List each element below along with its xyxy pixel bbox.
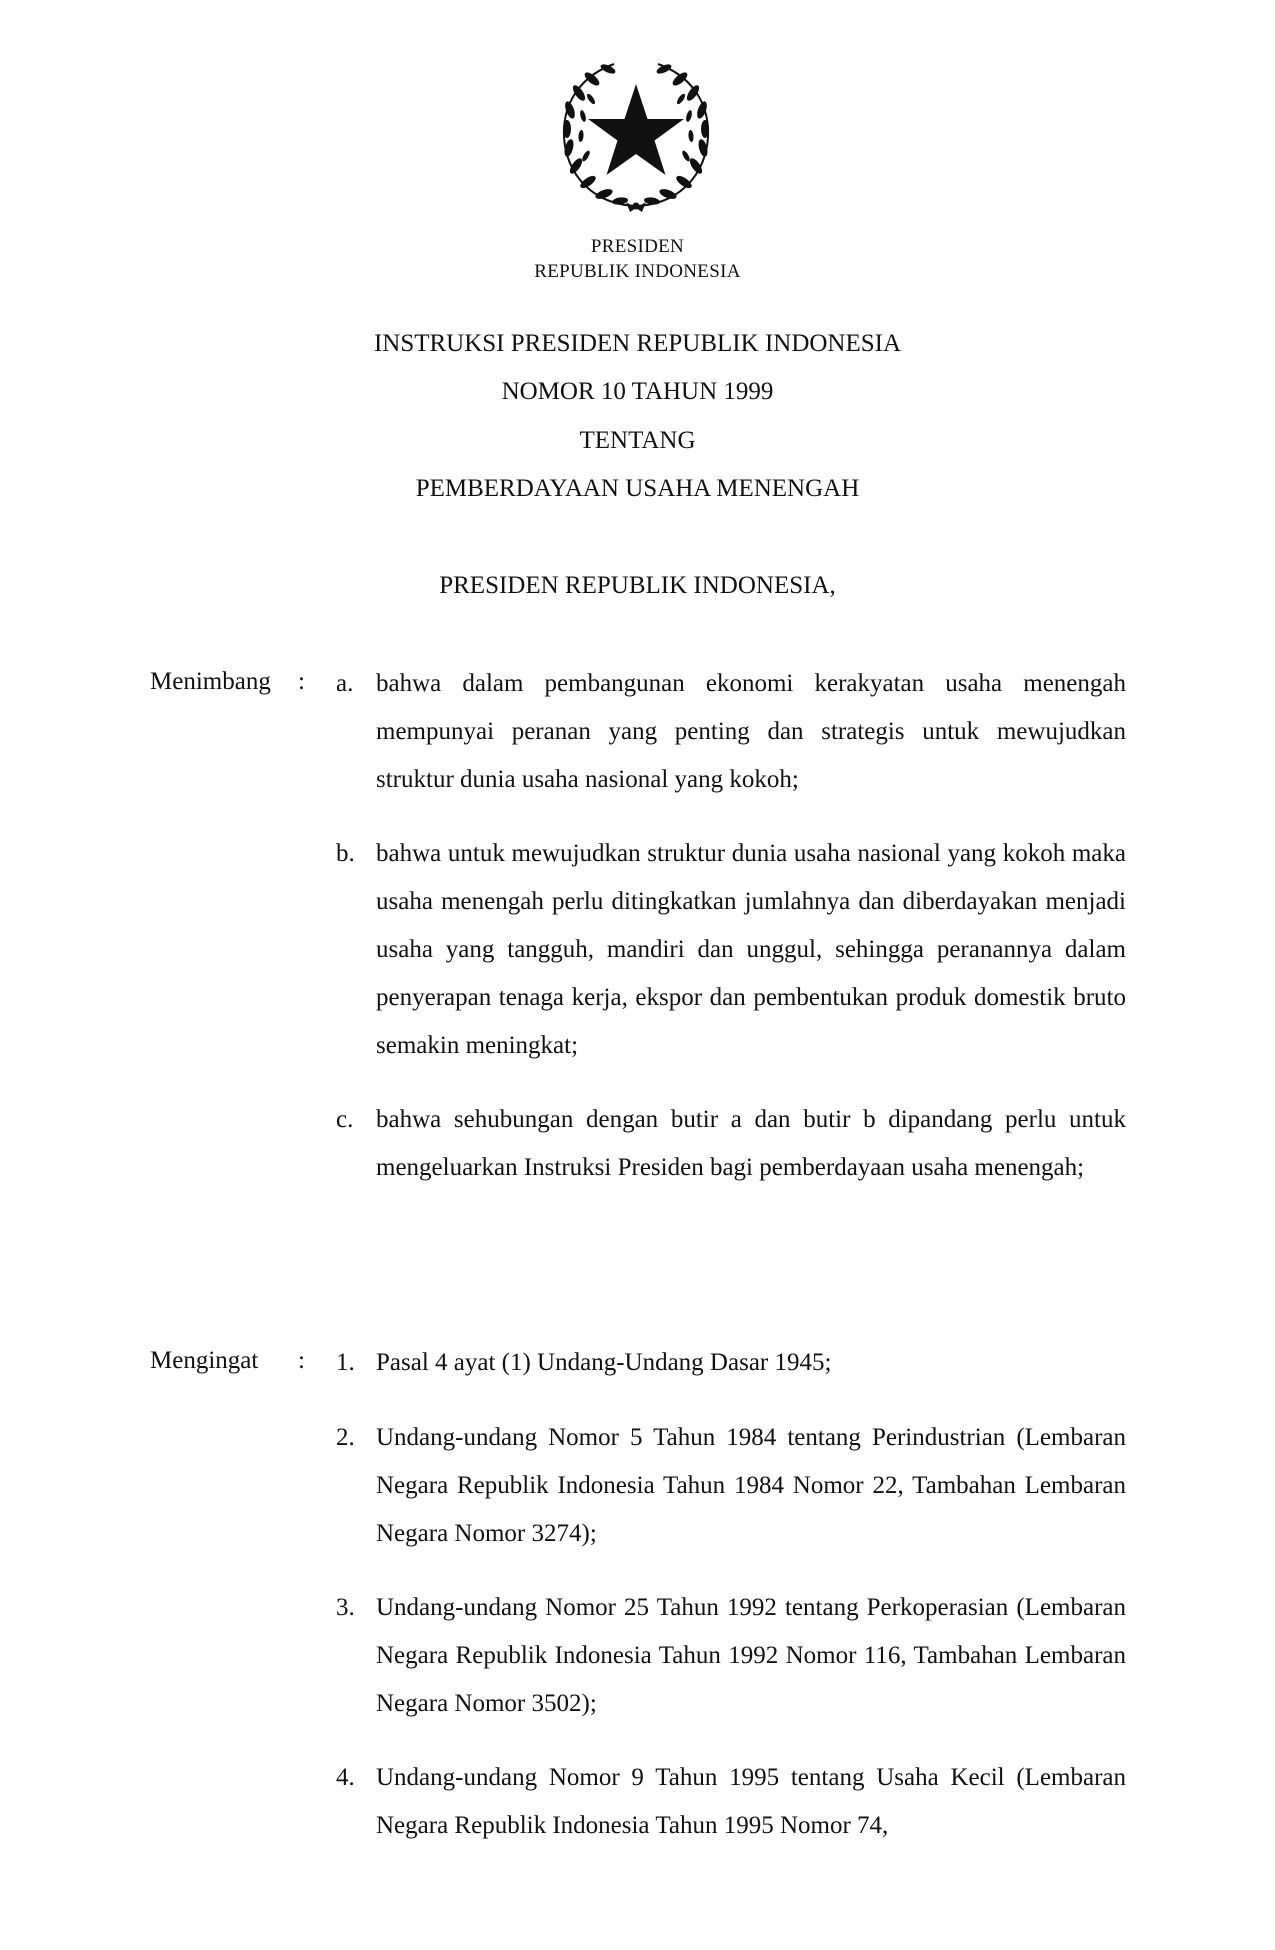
- mengingat-colon: :: [298, 1347, 305, 1374]
- item-marker: 2.: [336, 1424, 355, 1451]
- item-marker: b.: [336, 840, 355, 867]
- menimbang-item-a: [336, 660, 1126, 804]
- document-title: INSTRUKSI PRESIDEN REPUBLIK INDONESIA: [373, 330, 902, 357]
- item-marker: 4.: [336, 1764, 355, 1791]
- menimbang-item-b: [336, 830, 1126, 1070]
- item-marker: 1.: [336, 1349, 355, 1376]
- item-marker: 3.: [336, 1594, 355, 1621]
- item-text: bahwa dalam pembangunan ekonomi kerakyatan usaha menengah mempunyai peranan yang penting dan strategis untuk mewujudkan struktur dunia usaha nasional yang kokoh;: [376, 670, 1126, 793]
- document-tentang: TENTANG: [579, 427, 696, 454]
- item-marker: c.: [336, 1106, 354, 1133]
- presidential-emblem-icon: [556, 56, 716, 216]
- mengingat-item-1: [336, 1339, 1126, 1387]
- mengingat-item-3: [336, 1584, 1126, 1728]
- menimbang-colon: :: [298, 668, 305, 695]
- item-text: bahwa sehubungan dengan butir a dan butir b dipandang perlu untuk mengeluarkan Instruksi Presiden bagi pemberdayaan usaha menengah;: [376, 1106, 1126, 1181]
- menimbang-label: Menimbang: [150, 668, 271, 695]
- item-text: Undang-undang Nomor 9 Tahun 1995 tentang Usaha Kecil (Lembaran Negara Republik Indonesia Tahun 1995 Nomor 74,: [376, 1764, 1126, 1839]
- item-marker: a.: [336, 670, 354, 697]
- menimbang-item-c: [336, 1096, 1126, 1192]
- mengingat-label: Mengingat: [150, 1347, 259, 1374]
- item-text: Undang-undang Nomor 5 Tahun 1984 tentang Perindustrian (Lembaran Negara Republik Indonesia Tahun 1984 Nomor 22, Tambahan Lembaran Negara Nomor 3274);: [376, 1424, 1126, 1547]
- item-text: Pasal 4 ayat (1) Undang-Undang Dasar 1945;: [376, 1349, 832, 1376]
- letterhead-line-1: PRESIDEN: [590, 236, 685, 257]
- issuer-heading: PRESIDEN REPUBLIK INDONESIA,: [439, 572, 836, 599]
- item-text: bahwa untuk mewujudkan struktur dunia usaha nasional yang kokoh maka usaha menengah perlu ditingkatkan jumlahnya dan diberdayakan menjadi usaha yang tangguh, mandiri dan unggul, sehingga peranannya dalam penyerapan tenaga kerja, ekspor dan pembentukan produk domestik bruto semakin meningkat;: [376, 840, 1126, 1059]
- mengingat-item-4: [336, 1754, 1126, 1850]
- document-subject: PEMBERDAYAAN USAHA MENENGAH: [415, 475, 860, 502]
- letterhead-line-2: REPUBLIK INDONESIA: [534, 261, 741, 282]
- item-text: Undang-undang Nomor 25 Tahun 1992 tentang Perkoperasian (Lembaran Negara Republik Indonesia Tahun 1992 Nomor 116, Tambahan Lembaran Negara Nomor 3502);: [376, 1594, 1126, 1717]
- mengingat-item-2: [336, 1414, 1126, 1558]
- document-number: NOMOR 10 TAHUN 1999: [501, 378, 774, 405]
